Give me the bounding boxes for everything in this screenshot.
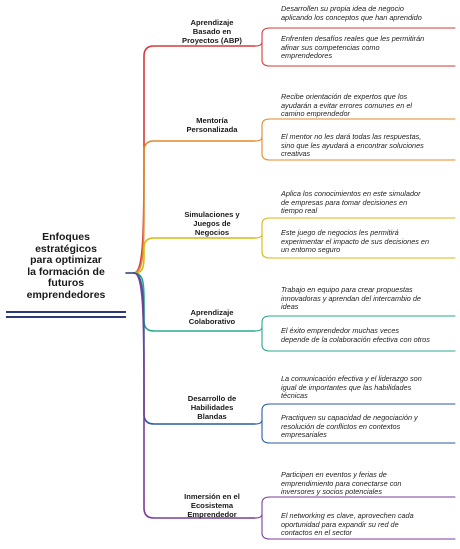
leaf-line: Practiquen su capacidad de negociación y xyxy=(281,413,418,422)
branch-connector xyxy=(134,46,255,273)
leaf-colaborativo-1 xyxy=(281,286,455,312)
leaf-abp-2 xyxy=(281,35,455,61)
leaf-line: emprendimiento para conectarse con xyxy=(281,478,402,488)
root-topic-line: futuros xyxy=(47,277,85,289)
leaf-line: un entorno seguro xyxy=(281,245,341,255)
branch-title-line: Aprendizaje xyxy=(190,18,234,27)
branch-title-line: Colaborativo xyxy=(188,317,236,326)
branch-mentoria xyxy=(168,116,256,134)
branch-title-line: Inmersión en el xyxy=(184,492,240,501)
leaf-line: de empresas para tomar decisiones en xyxy=(281,197,408,207)
leaf-line: ayudarán a evitar errores comunes en el xyxy=(281,100,413,110)
root-underline xyxy=(6,311,126,313)
leaf-line: depende de la colaboración efectiva con otros xyxy=(281,334,430,344)
leaf-line: Desarrollen su propia idea de negocio xyxy=(281,4,404,13)
branch-colaborativo xyxy=(168,308,256,326)
leaf-line: igual de importantes que las habilidades xyxy=(281,382,412,392)
root-underline xyxy=(6,316,126,318)
leaf-line: oportunidad para expandir su red de xyxy=(281,519,399,529)
leaf-line: afinar sus competencias como xyxy=(281,42,380,52)
leaf-mentoria-2 xyxy=(281,133,455,159)
branch-title-line: Blandas xyxy=(197,412,227,421)
branch-title-line: Habilidades xyxy=(190,403,234,412)
root-topic-line: para optimizar xyxy=(30,254,102,266)
branch-title-line: Desarrollo de xyxy=(187,394,237,403)
leaf-line: Aplica los conocimientos en este simulador xyxy=(281,189,421,198)
branch-title-line: Simulaciones y xyxy=(184,210,240,219)
leaf-line: resolución de conflictos en contextos xyxy=(281,421,401,431)
leaf-simulaciones-1 xyxy=(281,190,455,216)
leaf-line: innovadoras y aprendan del intercambio de xyxy=(281,293,421,303)
leaf-simulaciones-2 xyxy=(281,229,455,255)
branch-title-line: Ecosistema xyxy=(190,501,234,510)
leaf-colaborativo-2 xyxy=(281,327,455,344)
leaf-line: tiempo real xyxy=(281,206,318,216)
branch-simulaciones xyxy=(168,210,256,237)
leaf-ecosistema-1 xyxy=(281,471,455,497)
leaf-line: Este juego de negocios les permitirá xyxy=(281,228,399,237)
branch-connector xyxy=(134,238,255,273)
leaf-mentoria-1 xyxy=(281,93,455,119)
leaf-habilidades-2 xyxy=(281,414,455,440)
root-topic xyxy=(0,232,132,301)
branch-title-line: Emprendedor xyxy=(187,510,237,519)
leaf-line: Enfrenten desafíos reales que les permitirán xyxy=(281,34,425,43)
leaf-line: inversores y socios potenciales xyxy=(281,487,382,497)
leaf-habilidades-1 xyxy=(281,375,455,401)
root-topic-line: Enfoques xyxy=(42,231,90,243)
branch-title-line: Negocios xyxy=(194,228,230,237)
leaf-line: creativas xyxy=(281,149,311,159)
branch-title-line: Proyectos (ABP) xyxy=(182,36,242,45)
leaf-line: Recibe orientación de expertos que los xyxy=(281,92,408,101)
root-topic-line: estratégicos xyxy=(35,242,97,255)
root-topic-line: emprendedores xyxy=(26,288,106,301)
branch-title-line: Personalizada xyxy=(186,125,238,134)
branch-abp xyxy=(168,18,256,45)
leaf-line: experimentar el impacto de sus decisiones en xyxy=(281,236,430,246)
branch-habilidades xyxy=(168,394,256,421)
leaf-line: camino emprendedor xyxy=(281,109,350,119)
branch-title-line: Basado en xyxy=(192,27,232,36)
leaf-line: ideas xyxy=(281,302,299,312)
root-topic-line: la formación de xyxy=(27,265,105,278)
leaf-abp-1 xyxy=(281,5,455,22)
branch-ecosistema xyxy=(168,492,256,519)
leaf-line: empresariales xyxy=(281,430,327,440)
branch-title-line: Juegos de xyxy=(193,219,231,228)
leaf-line: El éxito emprendedor muchas veces xyxy=(281,326,400,335)
leaf-line: contactos en el sector xyxy=(281,528,352,538)
leaf-line: El mentor no les dará todas las respuestas, xyxy=(281,132,422,141)
leaf-line: Participen en eventos y ferias de xyxy=(281,470,387,479)
leaf-line: Trabajo en equipo para crear propuestas xyxy=(281,285,413,294)
leaf-line: La comunicación efectiva y el liderazgo son xyxy=(281,374,422,383)
branch-connector xyxy=(134,141,255,273)
leaf-line: técnicas xyxy=(281,391,308,401)
branch-title-line: Mentoría xyxy=(196,116,228,125)
leaf-ecosistema-2 xyxy=(281,512,455,538)
branch-title-line: Aprendizaje xyxy=(190,308,234,317)
leaf-line: El networking es clave, aprovechen cada xyxy=(281,511,414,520)
leaf-line: sino que les ayudará a encontrar soluciones xyxy=(281,140,424,150)
leaf-line: emprendedores xyxy=(281,51,333,61)
leaf-line: aplicando los conceptos que han aprendido xyxy=(281,12,422,22)
